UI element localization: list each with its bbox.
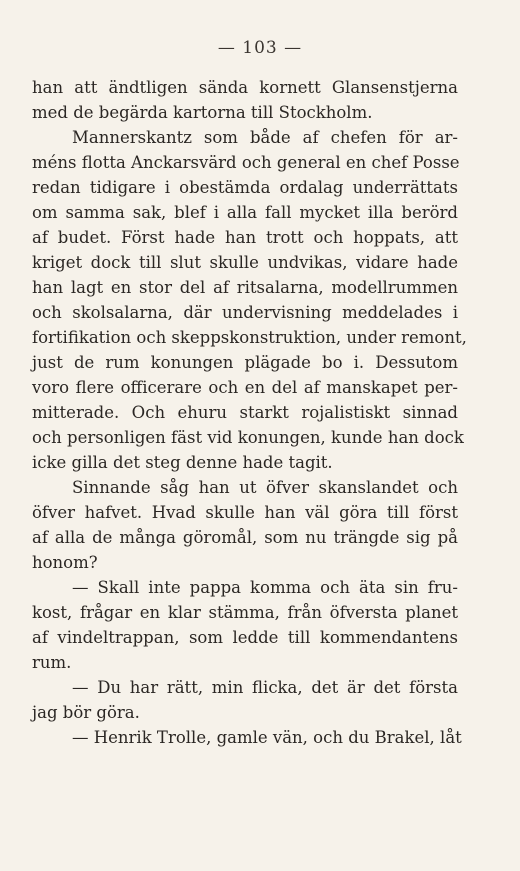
text-line: — Skall inte pappa komma och äta sin fru- <box>72 578 458 597</box>
text-line: Mannerskantz som både af chefen för ar- <box>72 128 458 147</box>
text-line: méns flotta Anckarsvärd och general en chef Posse <box>32 153 460 172</box>
body-text <box>32 75 467 750</box>
text-line: med de begärda kartorna till Stockholm. <box>32 103 373 122</box>
text-line: han att ändtligen sända kornett Glansenstjerna <box>32 78 458 97</box>
text-line: — Du har rätt, min flicka, det är det första <box>72 678 458 697</box>
text-line: mitterade. Och ehuru starkt rojalistiskt sinnad <box>32 403 458 422</box>
text-line: och personligen fäst vid konungen, kunde han dock <box>32 428 464 447</box>
text-line: Sinnande såg han ut öfver skanslandet och <box>72 478 458 497</box>
text-line: — Henrik Trolle, gamle vän, och du Brakel, låt <box>72 728 462 747</box>
text-line: jag bör göra. <box>32 703 140 722</box>
text-line: redan tidigare i obestämda ordalag underrättats <box>32 178 458 197</box>
text-line: kost, frågar en klar stämma, från öfversta planet <box>32 603 458 622</box>
text-line: kriget dock till slut skulle undvikas, vidare hade <box>32 253 458 272</box>
text-line: fortifikation och skeppskonstruktion, under remont, <box>32 328 467 347</box>
text-line: om samma sak, blef i alla fall mycket illa berörd <box>32 203 458 222</box>
text-line: han lagt en stor del af ritsalarna, modellrummen <box>32 278 458 297</box>
text-line: voro flere officerare och en del af manskapet per- <box>32 378 458 397</box>
text-line: rum. <box>32 653 72 672</box>
text-line: just de rum konungen plägade bo i. Dessutom <box>32 353 458 372</box>
text-line: honom? <box>32 553 98 572</box>
text-line: öfver hafvet. Hvad skulle han väl göra till först <box>32 503 458 522</box>
text-line: af budet. Först hade han trott och hoppats, att <box>32 228 458 247</box>
text-line: af alla de många göromål, som nu trängde sig på <box>32 528 458 547</box>
text-line: icke gilla det steg denne hade tagit. <box>32 453 333 472</box>
page-number: — 103 — <box>217 38 303 58</box>
text-line: och skolsalarna, där undervisning meddelades i <box>32 303 458 322</box>
text-line: af vindeltrappan, som ledde till kommendantens <box>32 628 458 647</box>
